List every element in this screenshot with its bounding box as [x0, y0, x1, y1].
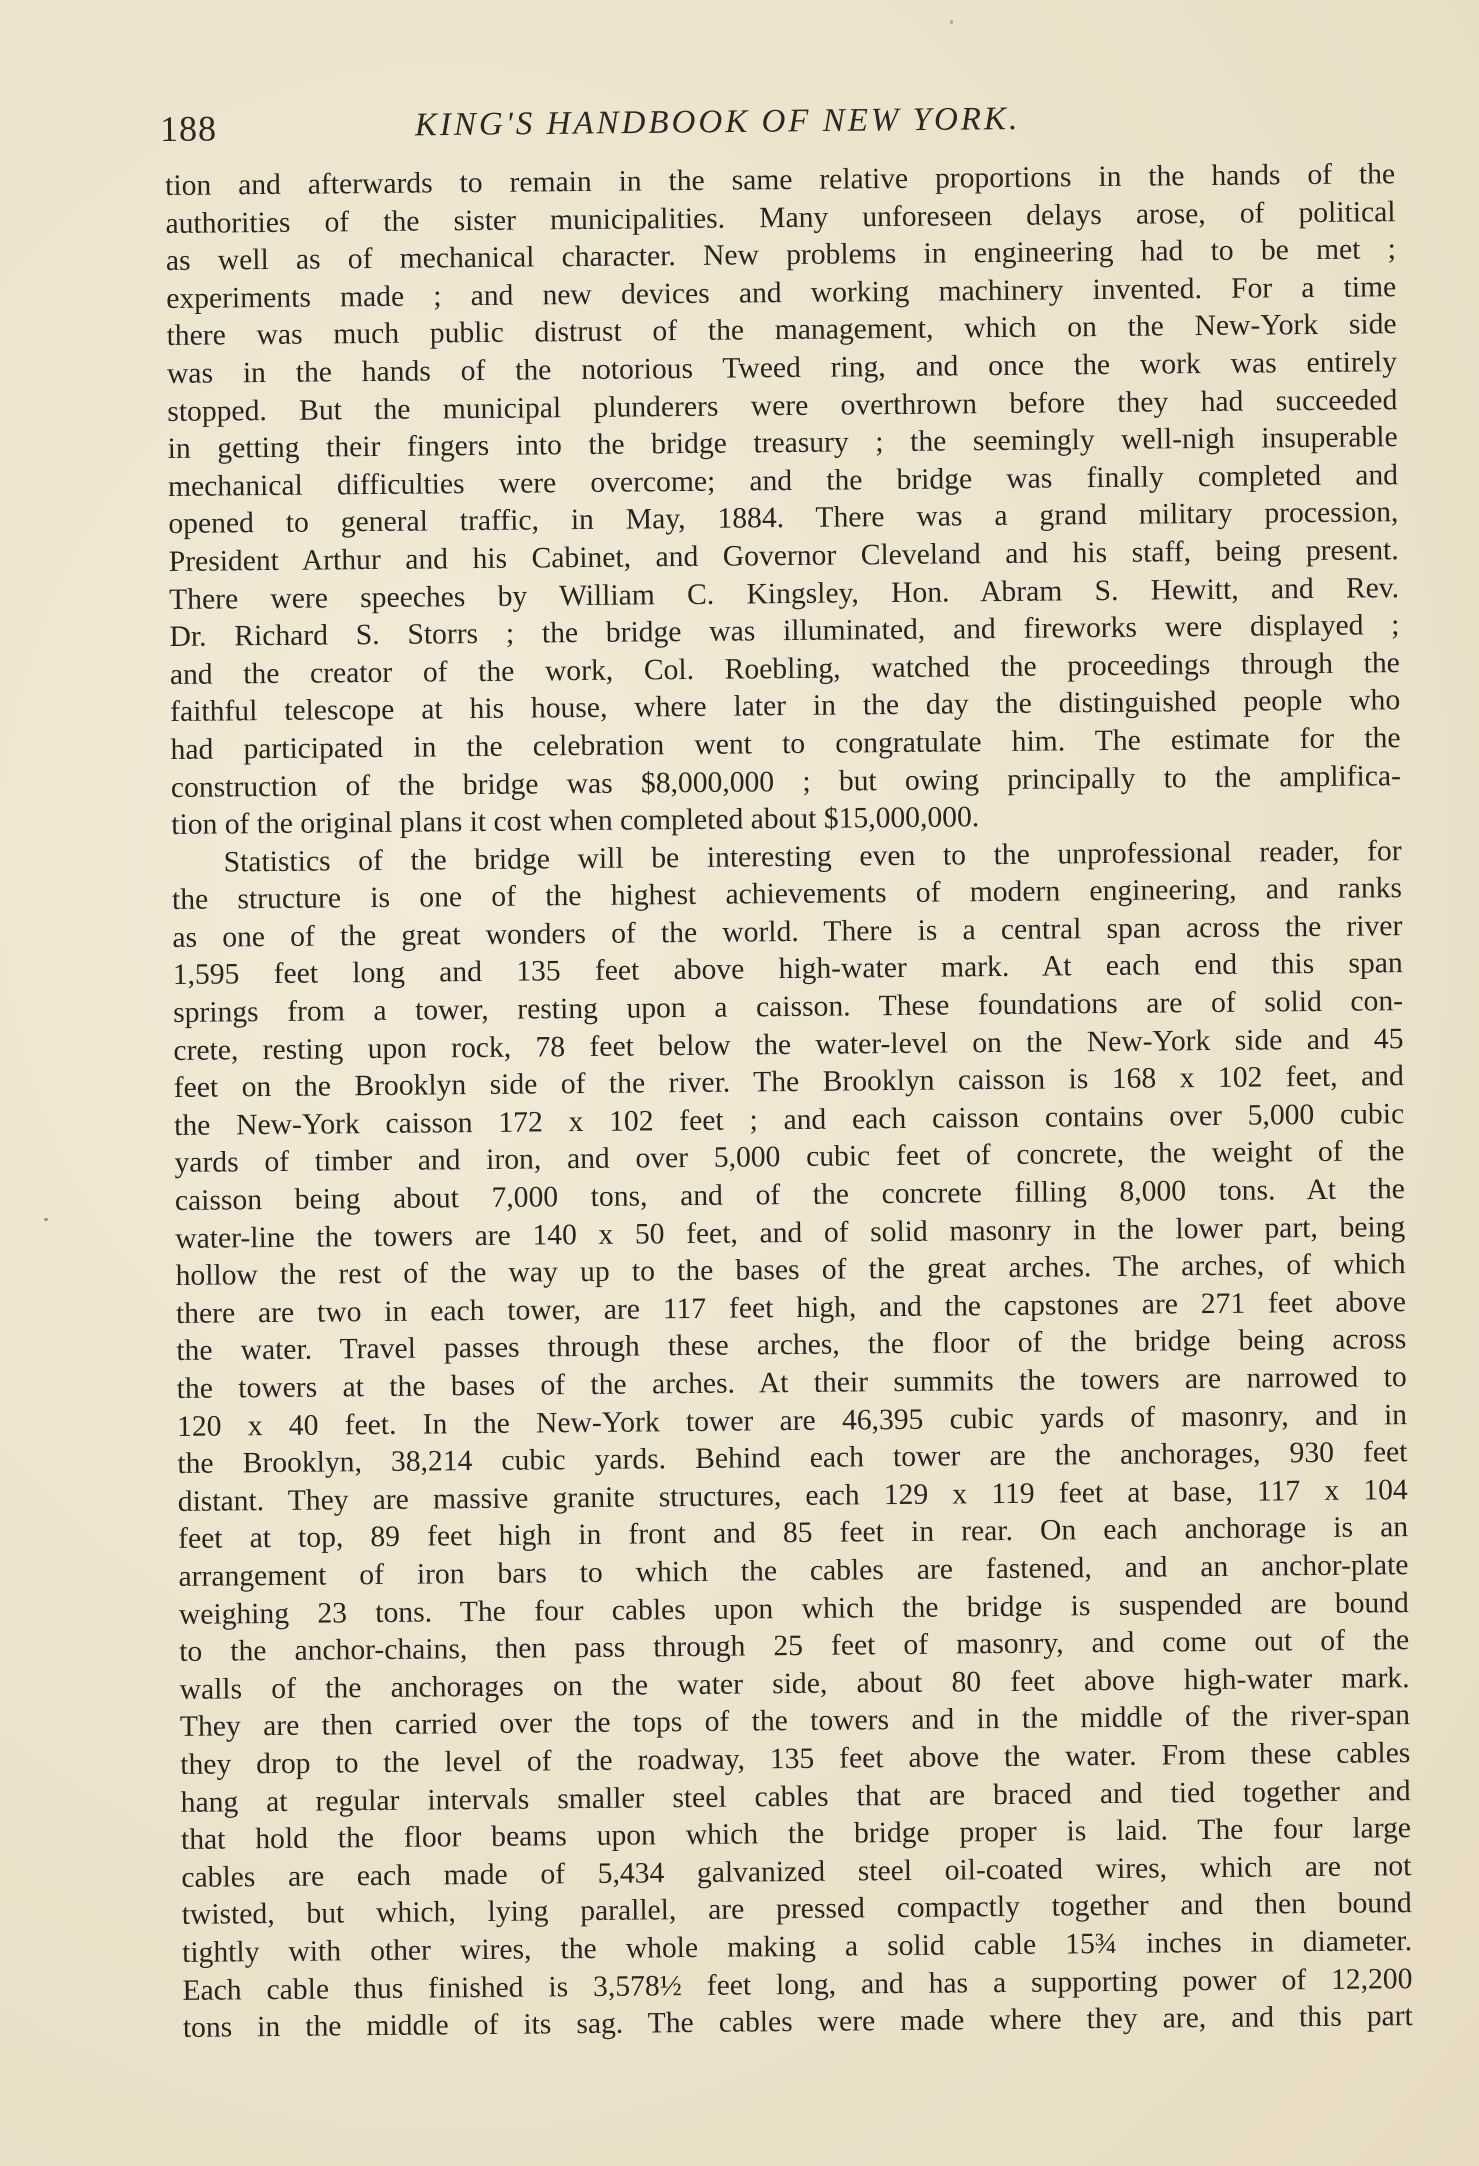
- text-line: the structure is one of the highest achievements of modern engineering, and ranks: [171, 872, 1403, 917]
- page-header: [160, 95, 1400, 158]
- text-line: tion and afterwards to remain in the same relative proportions in the hands of the: [165, 158, 1396, 202]
- text-line: Dr. Richard S. Storrs ; the bridge was illuminated, and fireworks were displayed ;: [169, 609, 1400, 654]
- text-line: 120 x 40 feet. In the New-York tower are 46,395 cubic yards of masonry, and in: [176, 1398, 1408, 1443]
- text-line: tons in the middle of its sag. The cables were made where they are, and this part: [182, 2000, 1413, 2045]
- text-line: mechanical difficulties were overcome; and the bridge was finally completed and: [167, 458, 1399, 503]
- text-line: cables are each made of 5,434 galvanized steel oil-coated wires, which are not: [181, 1849, 1412, 1894]
- text-line: and the creator of the work, Col. Roebling, watched the proceedings through the: [169, 646, 1400, 691]
- text-line: had participated in the celebration went to congratulate him. The estimate for the: [170, 722, 1401, 766]
- text-line: construction of the bridge was $8,000,000 ; but owing principally to the amplifica-: [170, 759, 1402, 804]
- text-line: hang at regular intervals smaller steel cables that are braced and tied together and: [180, 1774, 1411, 1819]
- text-line: distant. They are massive granite structures, each 129 x 119 feet at base, 117 x 104: [177, 1473, 1408, 1518]
- text-line: yards of timber and iron, and over 5,000 cubic feet of concrete, the weight of the: [174, 1135, 1405, 1180]
- text-line: the Brooklyn, 38,214 cubic yards. Behind each tower are the anchorages, 930 feet: [177, 1436, 1408, 1481]
- page-number: 188: [159, 108, 218, 149]
- text-line: springs from a tower, resting upon a caisson. These foundations are of solid con-: [172, 985, 1404, 1030]
- text-line: water-line the towers are 140 x 50 feet, and of solid masonry in the lower part, being: [175, 1210, 1406, 1255]
- text-line: Statistics of the bridge will be interesting even to the unprofessional reader, for: [223, 834, 1402, 879]
- text-line: feet at top, 89 feet high in front and 85 feet in rear. On each anchorage is an: [178, 1511, 1409, 1556]
- text-line: the water. Travel passes through these arches, the floor of the bridge being across: [176, 1323, 1407, 1368]
- paragraph-1: [165, 156, 1401, 844]
- text-line: the towers at the bases of the arches. At their summits the towers are narrowed to: [176, 1361, 1407, 1405]
- paper-speck: [950, 20, 953, 24]
- text-line: in getting their fingers into the bridge treasury ; the seemingly well-nigh insuperable: [167, 421, 1398, 466]
- text-line: there was much public distrust of the management, which on the New-York side: [166, 308, 1397, 353]
- text-line: there are two in each tower, are 117 feet high, and the capstones are 271 feet above: [175, 1285, 1407, 1330]
- text-line: they drop to the level of the roadway, 135 feet above the water. From these cables: [180, 1737, 1411, 1781]
- text-line: tightly with other wires, the whole making a solid cable 15¾ inches in diameter.: [181, 1925, 1413, 1969]
- text-line: tion of the original plans it cost when completed about $15,000,000.: [171, 801, 980, 842]
- text-line: 1,595 feet long and 135 feet above high-water mark. At each end this span: [172, 947, 1403, 992]
- text-line: stopped. But the municipal plunderers were overthrown before they had succeeded: [167, 383, 1398, 428]
- text-line: to the anchor-chains, then pass through 25 feet of masonry, and come out of the: [179, 1624, 1410, 1669]
- running-head: KING'S HANDBOOK OF NEW YORK.: [414, 100, 1021, 144]
- text-line: Each cable thus finished is 3,578½ feet long, and has a supporting power of 12,200: [182, 1962, 1413, 2007]
- text-line: authorities of the sister municipalities. Many unforeseen delays arose, of political: [165, 195, 1396, 240]
- text-line: as one of the great wonders of the world. There is a central span across the river: [172, 910, 1403, 954]
- text-line: weighing 23 tons. The four cables upon which the bridge is suspended are bound: [178, 1586, 1409, 1631]
- text-line: They are then carried over the tops of the towers and in the middle of the river-span: [179, 1699, 1411, 1744]
- text-line: opened to general traffic, in May, 1884. There was a grand military procession,: [168, 496, 1399, 541]
- text-line: experiments made ; and new devices and working machinery invented. For a time: [166, 270, 1397, 315]
- text-line: caisson being about 7,000 tons, and of the concrete filling 8,000 tons. At the: [174, 1173, 1406, 1217]
- body-text: [165, 156, 1413, 2047]
- text-line: feet on the Brooklyn side of the river. The Brooklyn caisson is 168 x 102 feet, and: [173, 1060, 1404, 1105]
- text-line: hollow the rest of the way up to the bases of the great arches. The arches, of which: [175, 1248, 1406, 1293]
- text-line: twisted, but which, lying parallel, are pressed compactly together and then bound: [181, 1887, 1412, 1932]
- text-line: President Arthur and his Cabinet, and Governor Cleveland and his staff, being present.: [168, 534, 1399, 578]
- paper-speck: [44, 1218, 48, 1221]
- text-line: crete, resting upon rock, 78 feet below the water-level on the New-York side and 45: [173, 1022, 1404, 1067]
- text-line: the New-York caisson 172 x 102 feet ; and each caisson contains over 5,000 cubic: [174, 1097, 1405, 1142]
- paragraph-2: [171, 833, 1412, 2048]
- text-line: that hold the floor beams upon which the bridge proper is laid. The four large: [180, 1812, 1412, 1857]
- text-line: arrangement of iron bars to which the cables are fastened, and an anchor-plate: [178, 1549, 1409, 1593]
- text-line: faithful telescope at his house, where later in the day the distinguished people who: [170, 684, 1401, 729]
- text-line: as well as of mechanical character. New problems in engineering had to be met ;: [165, 233, 1396, 278]
- text-line: There were speeches by William C. Kingsley, Hon. Abram S. Hewitt, and Rev.: [168, 571, 1400, 616]
- text-line: was in the hands of the notorious Tweed ring, and once the work was entirely: [166, 346, 1398, 390]
- text-line: walls of the anchorages on the water side, about 80 feet above high-water mark.: [179, 1661, 1410, 1706]
